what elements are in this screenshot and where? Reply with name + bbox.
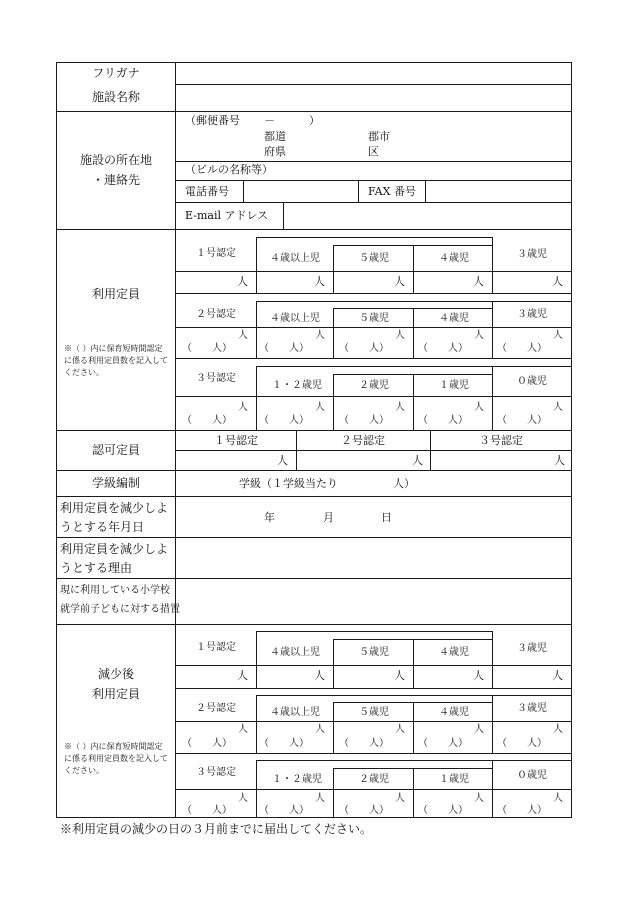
a2-age4-unit: 人 (474, 724, 484, 735)
frame-right (571, 62, 572, 818)
a3-age0-label: ０歳児 (517, 770, 547, 781)
building-label: （ビルの名称等） (185, 163, 273, 176)
a3-age12-paren: （ 人） (259, 805, 309, 816)
g2-age4-unit: 人 (474, 330, 484, 341)
after-capacity-label-line2: 利用定員 (91, 687, 141, 701)
a3-type3-label: ３号認定 (196, 767, 236, 778)
approved-type3-label: ３号認定 (479, 434, 523, 447)
approved-type1-label: １号認定 (214, 434, 258, 447)
frame-left (56, 62, 57, 818)
g1-type1-label: １号認定 (196, 248, 236, 259)
todo-label: 都道 (264, 130, 286, 143)
g2-age3-paren: （ 人） (497, 343, 547, 354)
after-capacity-note: ※（ ）内に保育短時間認定に係る利用定員数を記入してください。 (64, 742, 168, 775)
a3-age2-label: ２歳児 (359, 774, 389, 785)
a1-type1-unit: 人 (237, 669, 248, 682)
a1-age3-label: ３歳児 (517, 643, 547, 654)
measures-label-line2: 就学前子どもに対する措置 (60, 604, 180, 615)
a1-age5-unit: 人 (394, 669, 405, 682)
location-label-line1: 施設の所在地 (79, 153, 153, 167)
frame-bottom (56, 817, 572, 818)
g2-age4up-unit: 人 (315, 330, 325, 341)
a3-age0-paren: （ 人） (497, 805, 547, 816)
location-label-line2: ・連絡先 (91, 173, 141, 187)
g2-age3-unit: 人 (553, 330, 563, 341)
g3-age1-paren: （ 人） (418, 415, 468, 426)
a2-type2-paren: （ 人） (182, 738, 232, 749)
g3-age1-label: １歳児 (439, 380, 469, 391)
g2-age5-paren: （ 人） (339, 343, 389, 354)
a2-age3-unit: 人 (553, 724, 563, 735)
a1-type1-label: １号認定 (196, 642, 236, 653)
label-column-divider (175, 62, 176, 818)
reduce-date-month: 月 (323, 511, 334, 524)
a1-age4up-unit: 人 (314, 669, 325, 682)
g1-age4-label: ４歳児 (439, 253, 469, 264)
g2-type2-unit: 人 (238, 330, 248, 341)
after-capacity-label-line1: 減少後 (97, 667, 135, 681)
reduce-reason-field[interactable] (178, 540, 568, 575)
g2-type2-label: ２号認定 (196, 309, 236, 320)
approved-type2-label: ２号認定 (341, 434, 385, 447)
furigana-field[interactable] (180, 64, 568, 82)
g1-type1-unit: 人 (237, 275, 248, 288)
g3-age1-unit: 人 (474, 402, 484, 413)
footer-note: ※利用定員の減少の日の３月前までに届出してください。 (60, 822, 373, 836)
a2-age3-label: ３歳児 (517, 703, 547, 714)
g1-age4up-unit: 人 (314, 275, 325, 288)
tel-label: 電話番号 (185, 185, 229, 198)
g1-age3-label: ３歳児 (517, 249, 547, 260)
g3-type3-unit: 人 (238, 402, 248, 413)
a2-age4up-unit: 人 (315, 724, 325, 735)
g3-age0-label: ０歳児 (517, 376, 547, 387)
g3-age12-unit: 人 (315, 402, 325, 413)
a3-age2-paren: （ 人） (339, 805, 389, 816)
a2-age3-paren: （ 人） (497, 738, 547, 749)
a2-age4up-paren: （ 人） (259, 738, 309, 749)
g3-type3-label: ３号認定 (196, 373, 236, 384)
a1-age5-label: ５歳児 (359, 647, 389, 658)
reduce-date-year: 年 (264, 511, 275, 524)
g2-age4up-label: ４歳以上児 (270, 313, 320, 324)
gun-label: 郡市 (368, 130, 390, 143)
email-field[interactable] (285, 204, 569, 227)
g2-age5-unit: 人 (395, 330, 405, 341)
tel-field[interactable] (245, 182, 356, 200)
reduce-date-label-line1: 利用定員を減少しよ (60, 501, 169, 515)
fax-field[interactable] (427, 182, 569, 200)
g1-age5-label: ５歳児 (359, 253, 389, 264)
a2-type2-label: ２号認定 (196, 703, 236, 714)
reduce-reason-label-line2: うとする理由 (60, 561, 133, 575)
g2-age5-label: ５歳児 (359, 313, 389, 324)
classes-value: 学級（１学級当たり 人） (239, 477, 415, 490)
approved-type1-unit: 人 (277, 454, 288, 467)
postal-label: （郵便番号 (185, 114, 240, 127)
reduce-date-label-line2: うとする年月日 (60, 520, 145, 534)
reduce-date-day: 日 (381, 511, 392, 524)
fax-label: FAX 番号 (368, 185, 416, 198)
a1-age4-unit: 人 (473, 669, 484, 682)
a3-age1-label: １歳児 (439, 774, 469, 785)
g3-age2-unit: 人 (395, 402, 405, 413)
address-field[interactable] (320, 115, 568, 157)
approved-type3-unit: 人 (554, 454, 565, 467)
g3-age2-label: ２歳児 (359, 380, 389, 391)
a1-age3-unit: 人 (552, 669, 563, 682)
postal-dash: － (264, 114, 275, 127)
email-label: E-mail アドレス (185, 209, 269, 222)
approved-type2-unit: 人 (412, 454, 423, 467)
a3-age2-unit: 人 (395, 793, 405, 804)
g3-age2-paren: （ 人） (339, 415, 389, 426)
fuken-label: 府県 (264, 145, 286, 158)
a3-type3-unit: 人 (238, 793, 248, 804)
g3-age12-label: １・２歳児 (272, 380, 322, 391)
measures-label-line1: 現に利用している小学校 (60, 585, 170, 596)
postal-close: ） (309, 114, 320, 127)
furigana-label: フリガナ (92, 66, 140, 80)
a3-age0-unit: 人 (553, 793, 563, 804)
a3-age12-unit: 人 (315, 793, 325, 804)
facility-name-label: 施設名称 (91, 90, 141, 104)
frame-top (56, 62, 572, 63)
a3-age1-unit: 人 (474, 793, 484, 804)
g1-age3-unit: 人 (552, 275, 563, 288)
g2-age4-label: ４歳児 (439, 313, 469, 324)
a2-age5-label: ５歳児 (359, 707, 389, 718)
a2-age4up-label: ４歳以上児 (270, 707, 320, 718)
building-field[interactable] (290, 163, 568, 179)
a2-age4-label: ４歳児 (439, 707, 469, 718)
g1-age4up-label: ４歳以上児 (270, 253, 320, 264)
ku-label: 区 (368, 145, 379, 158)
g2-age4-paren: （ 人） (418, 343, 468, 354)
g1-age5-unit: 人 (394, 275, 405, 288)
a2-age4-paren: （ 人） (418, 738, 468, 749)
g1-age4-unit: 人 (473, 275, 484, 288)
a3-type3-paren: （ 人） (182, 805, 232, 816)
g2-age3-label: ３歳児 (517, 309, 547, 320)
approved-label: 認可定員 (91, 443, 141, 457)
g2-age4up-paren: （ 人） (259, 343, 309, 354)
capacity-label: 利用定員 (91, 287, 141, 301)
a1-age4up-label: ４歳以上児 (270, 647, 320, 658)
a3-age1-paren: （ 人） (418, 805, 468, 816)
a2-type2-unit: 人 (238, 724, 248, 735)
a2-age5-unit: 人 (395, 724, 405, 735)
measures-field[interactable] (178, 581, 568, 621)
g3-type3-paren: （ 人） (182, 415, 232, 426)
capacity-note: ※（ ）内に保育短時間認定に係る利用定員数を記入してください。 (64, 344, 168, 377)
a2-age5-paren: （ 人） (339, 738, 389, 749)
classes-label: 学級編制 (91, 476, 141, 490)
g2-type2-paren: （ 人） (182, 343, 232, 354)
g3-age0-paren: （ 人） (497, 415, 547, 426)
g3-age0-unit: 人 (553, 402, 563, 413)
a1-age4-label: ４歳児 (439, 647, 469, 658)
g3-age12-paren: （ 人） (259, 415, 309, 426)
facility-name-field[interactable] (180, 87, 568, 109)
a3-age12-label: １・２歳児 (272, 774, 322, 785)
reduce-reason-label-line1: 利用定員を減少しよ (60, 542, 169, 556)
